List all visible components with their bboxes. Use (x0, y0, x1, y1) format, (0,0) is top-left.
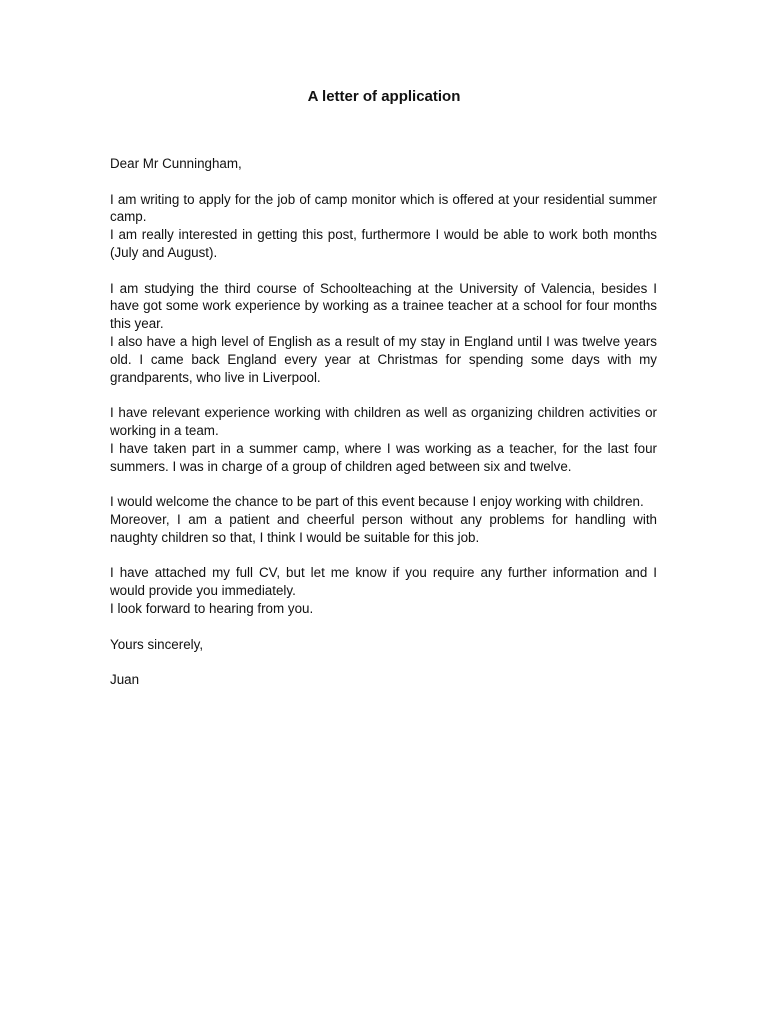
letter-title: A letter of application (307, 88, 461, 105)
paragraph-3 (110, 404, 657, 475)
paragraph-sentence: I also have a high level of English as a result of my stay in England until I was twelve years old. I came back England every year at Christmas for spending some days with my grandparents, who live in Liverpool. (110, 333, 657, 385)
paragraph-5 (110, 564, 657, 617)
paragraph-sentence: I have attached my full CV, but let me know if you require any further information and I would provide you immediately. (110, 565, 657, 599)
paragraph-sentence: Moreover, I am a patient and cheerful person without any problems for handling with naughty children so that, I think I would be suitable for this job. (110, 511, 657, 545)
closing: Yours sincerely, (110, 636, 204, 652)
paragraph-sentence: I have taken part in a summer camp, where I was working as a teacher, for the last four summers. I was in charge of a group of children aged between six and twelve. (110, 440, 657, 474)
paragraph-sentence: I am studying the third course of Schoolteaching at the University of Valencia, besides I have got some work experience by working as a trainee teacher at a school for four months this year. (110, 280, 657, 332)
salutation: Dear Mr Cunningham, (110, 156, 242, 171)
paragraph-sentence: I have relevant experience working with children as well as organizing children activities or working in a team. (110, 405, 657, 438)
paragraph-sentence: I would welcome the chance to be part of this event because I enjoy working with children. (110, 494, 644, 510)
paragraph-sentence: I am writing to apply for the job of camp monitor which is offered at your residential summer camp. (110, 191, 657, 225)
paragraph-sentence: I look forward to hearing from you. (110, 600, 314, 616)
paragraph-1 (110, 191, 657, 262)
paragraph-sentence: I am really interested in getting this post, furthermore I would be able to work both months (July and August). (110, 227, 657, 260)
paragraph-4 (110, 493, 657, 546)
signature: Juan (110, 672, 140, 688)
paragraph-2 (110, 280, 657, 387)
letter-body (110, 155, 657, 689)
